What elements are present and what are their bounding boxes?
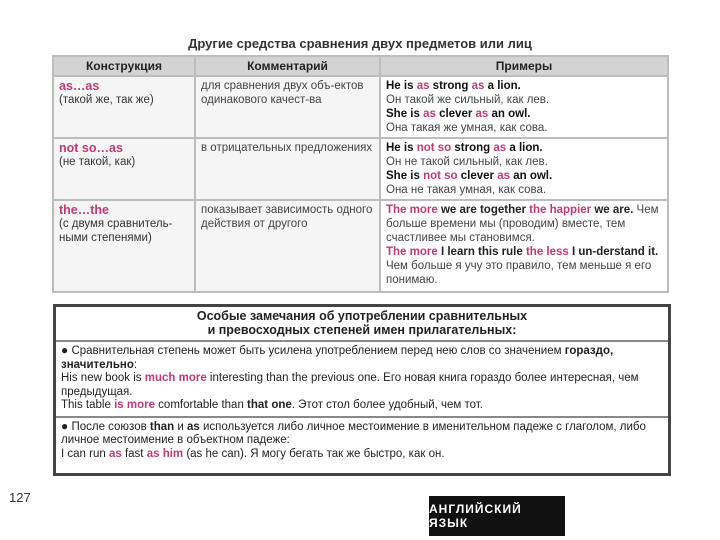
construction-cell [53, 200, 195, 292]
examples-cell [380, 76, 668, 138]
page-number: 127 [9, 490, 31, 505]
comment-cell [195, 76, 380, 138]
example-ru: Он не такой сильный, как лев. [386, 156, 548, 168]
example-en: He is as strong as a lion. [386, 80, 521, 92]
table-row [53, 76, 668, 138]
comment-text: в отрицательных предложениях [201, 142, 373, 154]
note-1-example: This table is more comfortable than that one. Этот стол более удобный, чем тот. [61, 399, 483, 411]
bullet-icon: ● [61, 418, 69, 433]
comment-cell [195, 200, 380, 292]
table-row [53, 138, 668, 200]
comment-text: для сравнения двух объ-ектов одинакового качест-ва [201, 80, 364, 106]
note-1-example: His new book is much more interesting than the previous one. Его новая книга гораздо более интересная, чем предыдущая. [61, 372, 639, 398]
examples-cell [380, 200, 668, 292]
note-1: ● Сравнительная степень может быть усилена употреблением перед нею слов со значением гораздо, значительно: [61, 343, 614, 371]
comment-cell [195, 138, 380, 200]
construction-cell [53, 76, 195, 138]
example-en: She is as clever as an owl. [386, 108, 531, 120]
header-construction: Конструкция [53, 56, 195, 76]
construction-name: as…as [59, 79, 100, 93]
footer-badge: АНГЛИЙСКИЙ ЯЗЫК [429, 496, 565, 536]
construction-name: the…the [59, 203, 109, 217]
construction-gloss: (такой же, так же) [59, 94, 154, 106]
comment-text: показывает зависимость одного действия от другого [201, 204, 373, 230]
construction-gloss: (не такой, как) [59, 156, 136, 168]
example-ru: Он такой же сильный, как лев. [386, 94, 550, 106]
example-paragraph: The more I learn this rule the less I un-derstand it. Чем больше я учу это правило, тем меньше я его понимаю. [386, 246, 659, 286]
comparison-table [52, 55, 669, 293]
note-2-example: I can run as fast as him (as he can). Я могу бегать так же быстро, как он. [61, 447, 445, 460]
examples-cell [380, 138, 668, 200]
bullet-icon: ● [61, 343, 69, 357]
divider [56, 340, 668, 342]
note-2: ● После союзов than и as используется либо личное местоимение в именительном падеже с глаголом, либо личное местоимение в объектном падеже: [61, 418, 646, 446]
divider [56, 416, 668, 418]
header-examples: Примеры [380, 56, 668, 76]
construction-name: not so…as [59, 141, 123, 155]
table-header-row [53, 56, 668, 76]
example-en: She is not so clever as an owl. [386, 170, 553, 182]
construction-gloss: (с двумя сравнитель-ными степенями) [59, 218, 173, 244]
example-ru: Она не такая умная, как сова. [386, 184, 547, 196]
notes-title: Особые замечания об употреблении сравнительных и превосходных степеней имен прилагательных: [196, 309, 528, 337]
notes-box [53, 304, 671, 476]
header-comment: Комментарий [195, 56, 380, 76]
page-title: Другие средства сравнения двух предметов или лиц [188, 36, 532, 51]
example-en: He is not so strong as a lion. [386, 142, 543, 154]
table-row [53, 200, 668, 292]
example-ru: Она такая же умная, как сова. [386, 122, 548, 134]
construction-cell [53, 138, 195, 200]
example-paragraph: The more we are together the happier we are. Чем больше времени мы (проводим) вместе, тем счастливее мы становимся. [386, 204, 659, 244]
